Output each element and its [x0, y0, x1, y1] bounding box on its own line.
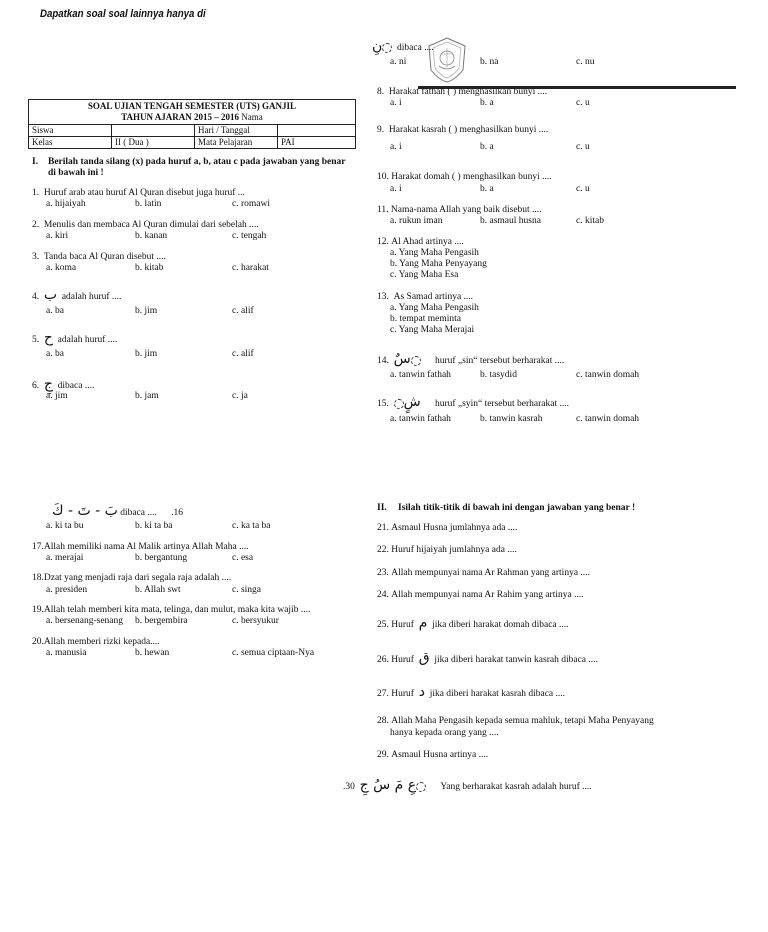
essay-22: 22. Huruf hijaiyah jumlahnya ada ....	[377, 545, 517, 555]
e30-arabic: عِ مَ سُ جِ	[359, 777, 417, 793]
essay-27: 27. Huruf د jika diberi harakat kasrah dibaca ....	[377, 684, 566, 700]
question-13: 13. As Samad artinya ....	[377, 292, 474, 302]
q4-option-c: c. alif	[232, 306, 254, 316]
title-line1: SOAL UJIAN TENGAH SEMESTER (UTS) GANJIL	[87, 101, 297, 111]
e27-arabic: د	[418, 684, 425, 700]
q16-option-a: a. ki ta bu	[46, 521, 84, 531]
question-16: بَ - تَ - كَ dibaca .... .16	[52, 503, 183, 519]
q10-option-b: b. a	[480, 184, 494, 194]
q9-option-a: a. i	[390, 142, 402, 152]
q16-option-b: b. ki ta ba	[135, 521, 173, 531]
question-6: 6. جِ dibaca ....	[32, 376, 95, 392]
cell-kelas-value: II ( Dua )	[112, 137, 195, 149]
title-suffix: Nama	[241, 112, 263, 122]
section1-instruction-2: di bawah ini !	[48, 168, 104, 178]
essay-26: 26. Huruf ق jika diberi harakat tanwin kasrah dibaca ....	[377, 650, 598, 666]
harakat-placeholder-icon	[411, 356, 421, 366]
q6-option-b: b. jam	[135, 391, 159, 401]
q5-arabic: ح	[43, 330, 53, 346]
q17-option-a: a. merajai	[46, 553, 84, 563]
question-9: 9. Harakat kasrah ( ) menghasilkan bunyi ....	[377, 125, 549, 135]
question-20: 20.Allah memberi rizki kepada....	[32, 637, 160, 647]
q11-option-c: c. kitab	[576, 216, 604, 226]
q4-arabic: ب	[43, 287, 58, 303]
essay-30: .30 عِ مَ سُ جِ Yang berharakat kasrah adalah huruf ....	[343, 777, 592, 793]
q8-option-b: b. a	[480, 98, 494, 108]
question-7: نِ dibaca ....	[372, 38, 434, 54]
question-10: 10. Harakat domah ( ) menghasilkan bunyi ....	[377, 172, 552, 182]
q6-arabic: جِ	[43, 376, 53, 392]
q5-option-b: b. jim	[135, 349, 158, 359]
q15-option-c: c. tanwin domah	[576, 414, 640, 424]
question-14: 14. سٌ huruf „sin“ tersebut berharakat ....	[377, 351, 565, 367]
cell-kelas-label: Kelas	[29, 137, 112, 149]
q10-option-c: c. u	[576, 184, 590, 194]
q3-option-a: a. koma	[46, 263, 77, 273]
essay-21: 21. Asmaul Husna jumlahnya ada ....	[377, 523, 518, 533]
q11-option-b: b. asmaul husna	[480, 216, 541, 226]
question-17: 17.Allah memiliki nama Al Malik artinya Allah Maha ....	[32, 542, 249, 552]
promo-text: Dapatkan soal soal lainnya hanya di	[40, 8, 206, 20]
q3-option-b: b. kitab	[135, 263, 164, 273]
harakat-placeholder-icon	[394, 399, 404, 409]
q4-option-b: b. jim	[135, 306, 158, 316]
q20-option-a: a. manusia	[46, 648, 87, 658]
question-8: 8. Harakat fathah ( ) menghasilkan bunyi ....	[377, 87, 548, 97]
cell-siswa-label: Siswa	[29, 125, 112, 137]
q4-option-a: a. ba	[46, 306, 64, 316]
q17-option-c: c. esa	[232, 553, 254, 563]
question-19: 19.Allah telah memberi kita mata, telinga, dan mulut, maka kita wajib ....	[32, 605, 311, 615]
essay-28-cont: hanya kepada orang yang ....	[390, 728, 499, 738]
q12-option-a: a. Yang Maha Pengasih	[390, 248, 479, 258]
q2-option-a: a. kiri	[46, 231, 69, 241]
q2-option-c: c. tengah	[232, 231, 267, 241]
q7-option-a: a. ni	[390, 57, 407, 67]
q19-option-b: b. bergembira	[135, 616, 188, 626]
title-line2: TAHUN AJARAN 2015 – 2016	[121, 112, 240, 122]
essay-24: 24. Allah mempunyai nama Ar Rahim yang artinya ....	[377, 590, 584, 600]
q10-option-a: a. i	[390, 184, 402, 194]
q8-option-a: a. i	[390, 98, 402, 108]
q16-arabic: بَ - تَ - كَ	[52, 503, 118, 519]
q14-arabic: سٌ	[393, 351, 411, 367]
question-1: 1. Huruf arab atau huruf Al Quran disebut juga huruf ...	[32, 188, 245, 198]
question-5: 5. ح adalah huruf ....	[32, 330, 118, 346]
q19-option-a: a. bersenang-senang	[46, 616, 124, 626]
question-15: 15. شٍ huruf „syin“ tersebut berharakat ....	[377, 394, 569, 410]
q20-option-c: c. semua ciptaan-Nya	[232, 648, 315, 658]
essay-23: 23. Allah mempunyai nama Ar Rahman yang artinya ....	[377, 568, 590, 578]
cell-mapel-label: Mata Pelajaran	[195, 137, 278, 149]
q6-option-a: a. jim	[46, 391, 68, 401]
cell-mapel-value: PAI	[278, 137, 356, 149]
q8-option-c: c. u	[576, 98, 590, 108]
q9-option-b: b. a	[480, 142, 494, 152]
question-11: 11. Nama-nama Allah yang baik disebut ....	[377, 205, 542, 215]
q7-arabic: نِ	[372, 38, 383, 54]
exam-title	[29, 100, 356, 125]
question-3: 3. Tanda baca Al Quran disebut ....	[32, 252, 166, 262]
q13-option-b: b. tempat meminta	[390, 314, 461, 324]
harakat-placeholder-icon	[416, 782, 426, 792]
e26-arabic: ق	[418, 650, 430, 666]
q20-option-b: b. hewan	[135, 648, 170, 658]
q7-option-b: b. na	[480, 57, 499, 67]
q5-option-a: a. ba	[46, 349, 64, 359]
section2-num: II.	[377, 503, 387, 513]
e25-arabic: م	[418, 615, 428, 631]
q11-option-a: a. rukun iman	[390, 216, 443, 226]
q15-arabic: شٍ	[403, 394, 421, 410]
q1-option-b: b. latin	[135, 199, 162, 209]
section1-instruction-1: Berilah tanda silang (x) pada huruf a, b, atau c pada jawaban yang benar	[48, 157, 346, 167]
q13-option-c: c. Yang Maha Merajai	[390, 325, 475, 335]
question-2: 2. Menulis dan membaca Al Quran dimulai dari sebelah ....	[32, 220, 259, 230]
q5-option-c: c. alif	[232, 349, 254, 359]
q1-option-c: c. romawi	[232, 199, 270, 209]
exam-header-table	[28, 99, 356, 149]
q6-option-c: c. ja	[232, 391, 248, 401]
q14-option-a: a. tanwin fathah	[390, 370, 451, 380]
section2-instruction: Isilah titik-titik di bawah ini dengan jawaban yang benar !	[398, 503, 636, 513]
harakat-placeholder-icon	[382, 43, 392, 53]
q14-option-c: c. tanwin domah	[576, 370, 640, 380]
q2-option-b: b. kanan	[135, 231, 168, 241]
question-12: 12. Al Ahad artinya ....	[377, 237, 464, 247]
q9-option-c: c. u	[576, 142, 590, 152]
q16-option-c: c. ka ta ba	[232, 521, 271, 531]
q12-option-b: b. Yang Maha Penyayang	[390, 259, 487, 269]
q18-option-c: c. singa	[232, 585, 262, 595]
q13-option-a: a. Yang Maha Pengasih	[390, 303, 479, 313]
section1-num: I.	[32, 157, 39, 167]
q7-option-c: c. nu	[576, 57, 595, 67]
q12-option-c: c. Yang Maha Esa	[390, 270, 459, 280]
question-4: 4. ب adalah huruf ....	[32, 287, 122, 303]
cell-hari-label: Hari / Tanggal	[195, 125, 278, 137]
q15-option-a: a. tanwin fathah	[390, 414, 451, 424]
q14-option-b: b. tasydid	[480, 370, 517, 380]
q19-option-c: c. bersyukur	[232, 616, 279, 626]
q15-option-b: b. tanwin kasrah	[480, 414, 543, 424]
q18-option-a: a. presiden	[46, 585, 88, 595]
cell-hari-value	[278, 125, 356, 137]
essay-29: 29. Asmaul Husna artinya ....	[377, 750, 489, 760]
question-18: 18.Dzat yang menjadi raja dari segala raja adalah ....	[32, 573, 232, 583]
q18-option-b: b. Allah swt	[135, 585, 181, 595]
cell-siswa-value	[112, 125, 195, 137]
q17-option-b: b. bergantung	[135, 553, 188, 563]
q3-option-c: c. harakat	[232, 263, 269, 273]
q1-option-a: a. hijaiyah	[46, 199, 86, 209]
essay-28: 28. Allah Maha Pengasih kepada semua mahluk, tetapi Maha Penyayang	[377, 716, 654, 726]
essay-25: 25. Huruf م jika diberi harakat domah dibaca ....	[377, 615, 569, 631]
